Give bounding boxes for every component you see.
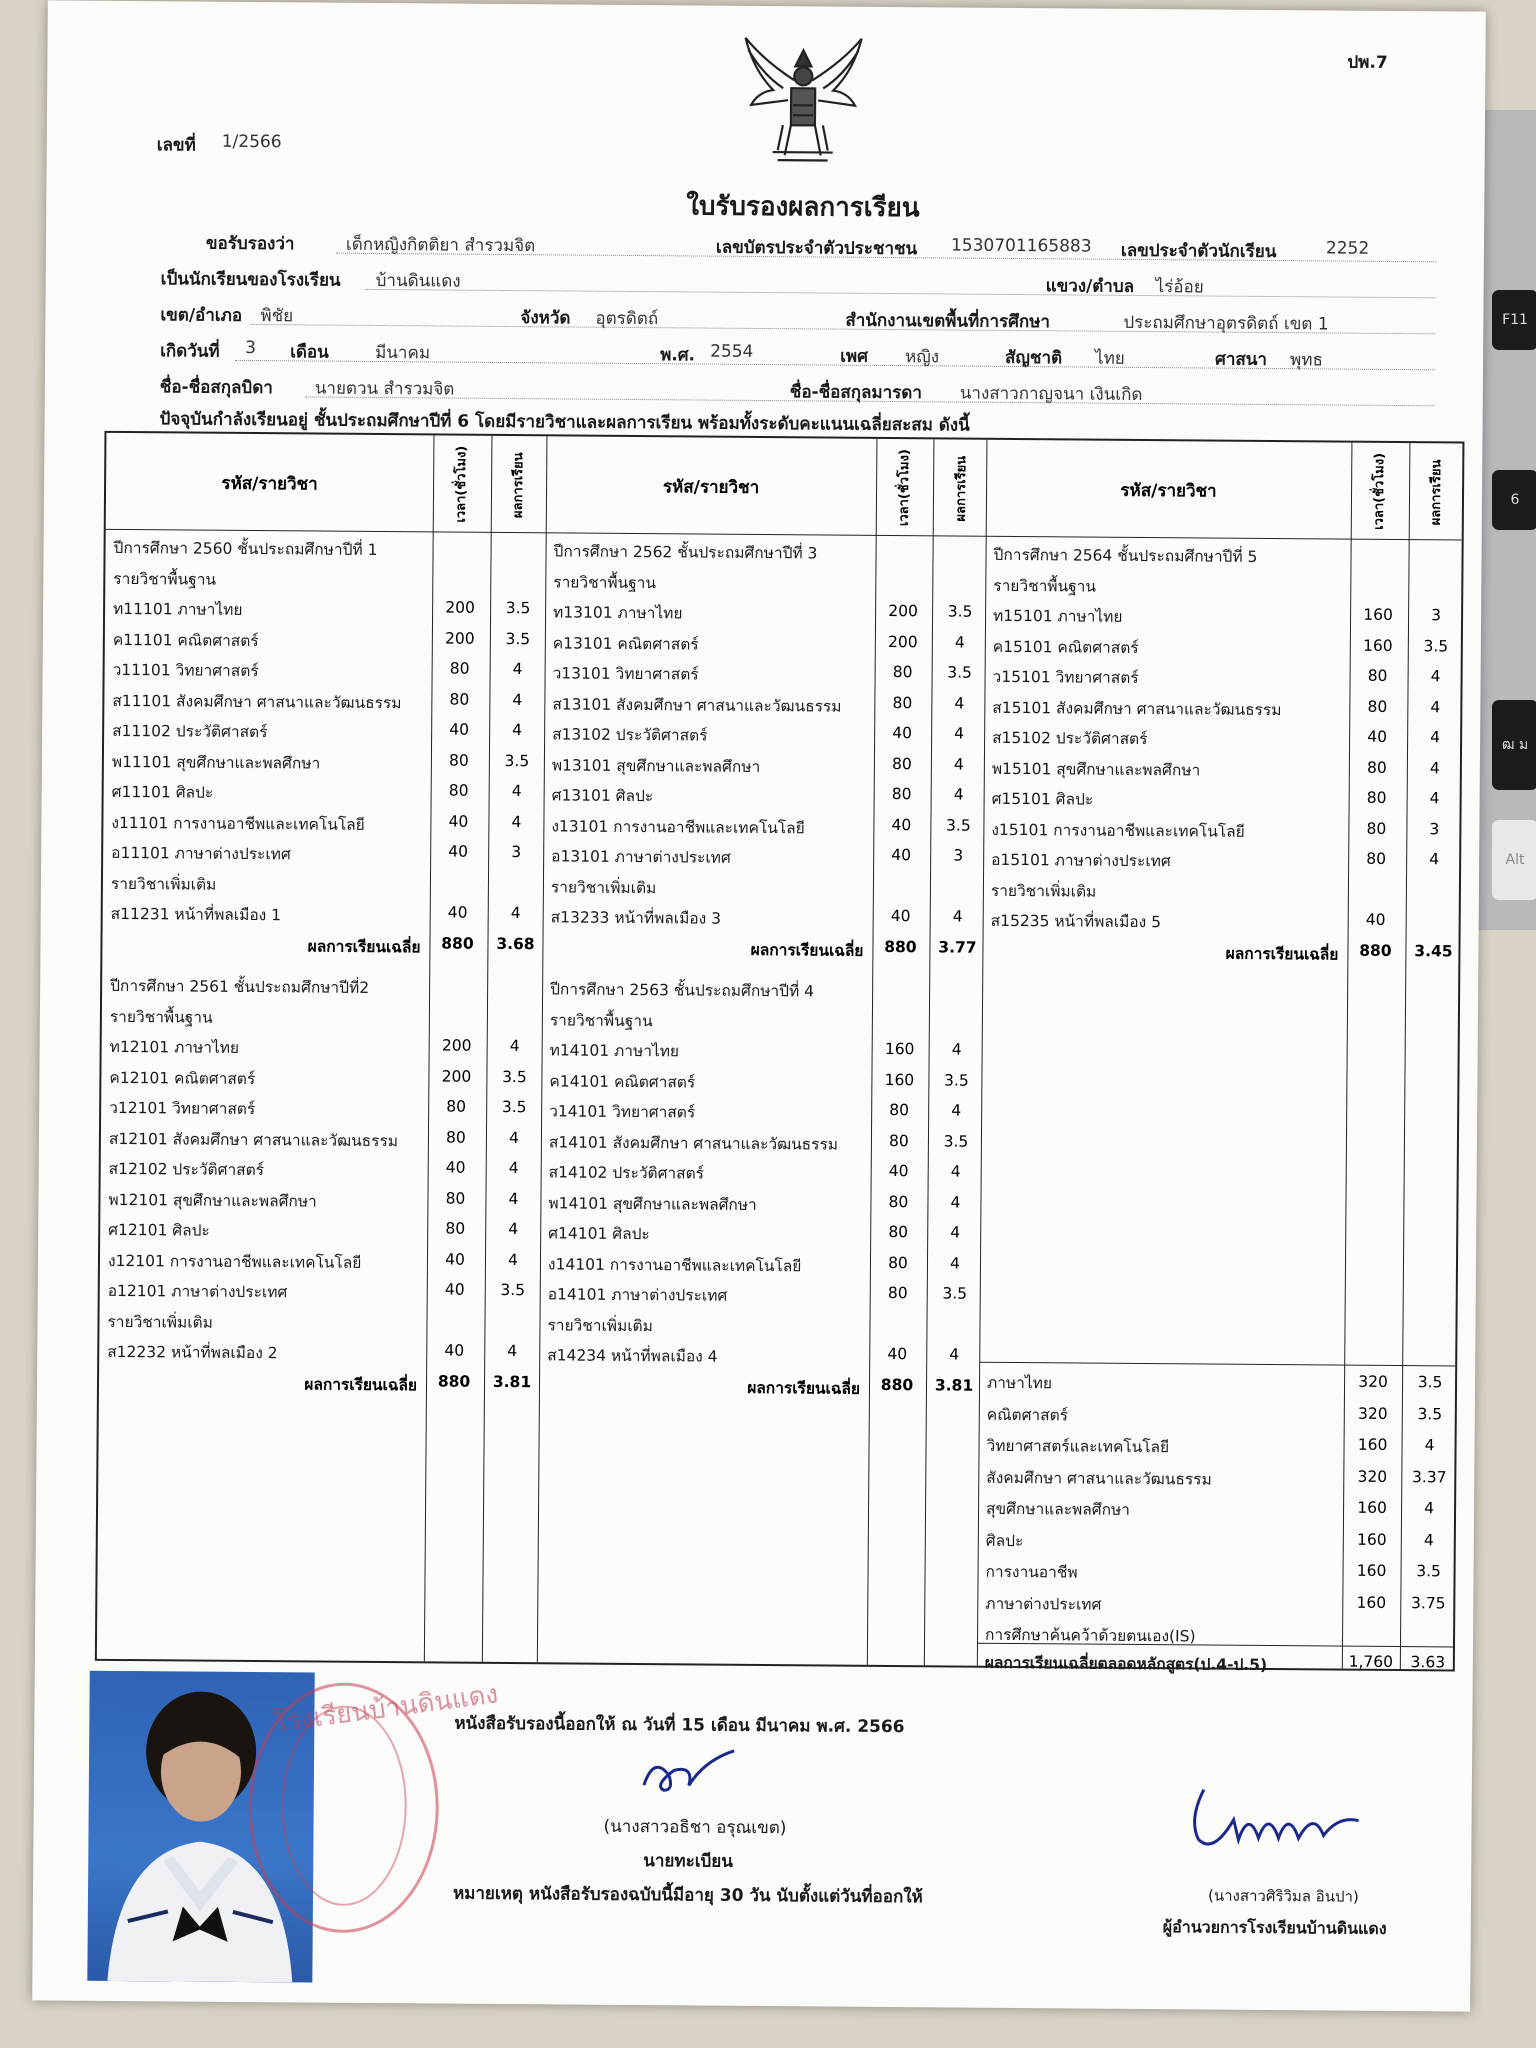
header-subject: รหัส/รายวิชา: [221, 473, 318, 495]
subject-grade: 3.5: [502, 1067, 527, 1086]
average-label: ผลการเรียนเฉลี่ย: [304, 1374, 418, 1394]
extra-subjects-label: รายวิชาเพิ่มเติม: [550, 877, 657, 897]
subject-name: ส15102 ประวัติศาสตร์: [992, 728, 1148, 749]
subject-hours: 80: [446, 1128, 466, 1147]
subject-name: อ14101 ภาษาต่างประเทศ: [547, 1285, 728, 1305]
summary-subject: วิทยาศาสตร์และเทคโนโลยี: [986, 1436, 1170, 1457]
subject-grade: 3: [1431, 606, 1442, 625]
nationality-label: สัญชาติ: [1005, 347, 1063, 369]
key-alt: [1492, 820, 1536, 900]
average-grade: 3.77: [938, 937, 977, 957]
overall-label: ผลการเรียนเฉลี่ยตลอดหลักสูตร(ป.4-ป.5): [984, 1653, 1268, 1675]
subject-name: ส12232 หน้าที่พลเมือง 2: [107, 1342, 278, 1363]
summary-grade: 4: [1424, 1499, 1435, 1518]
subject-name: ศ15101 ศิลปะ: [991, 789, 1094, 809]
average-grade: 3.45: [1414, 941, 1453, 960]
subject-hours: 80: [891, 785, 912, 804]
born-label: เกิดวันที่: [160, 341, 220, 362]
subject-name: ว15101 วิทยาศาสตร์: [992, 667, 1139, 687]
summary-hours: 160: [1356, 1593, 1387, 1612]
subject-grade: 4: [954, 724, 965, 743]
subject-grade: 3.5: [946, 815, 971, 835]
key-label: ฒ: [1501, 737, 1515, 753]
subject-hours: 40: [887, 1345, 908, 1364]
form-code: ปพ.7: [1347, 52, 1388, 73]
subject-name: ค15101 คณิตศาสตร์: [992, 637, 1139, 657]
summary-hours: 160: [1356, 1530, 1387, 1549]
subject-name: อ11101 ภาษาต่างประเทศ: [111, 843, 291, 864]
summary-grade: 4: [1423, 1530, 1434, 1549]
subject-hours: 80: [891, 754, 912, 773]
subject-hours: 40: [445, 1250, 465, 1269]
subject-grade: 4: [949, 1254, 960, 1273]
subject-hours: 80: [892, 663, 913, 682]
subject-grade: 3: [1429, 819, 1440, 838]
subject-hours: 200: [445, 629, 475, 648]
extra-subjects-label: รายวิชาเพิ่มเติม: [547, 1315, 653, 1335]
subject-grade: 4: [512, 721, 523, 740]
subject-grade: 4: [950, 1193, 961, 1212]
header-subject: รหัส/รายวิชา: [1120, 480, 1217, 502]
subject-name: ส15101 สังคมศึกษา ศาสนาและวัฒนธรรม: [992, 698, 1282, 719]
basic-subjects-label: รายวิชาพื้นฐาน: [113, 569, 217, 589]
office: ประถมศึกษาอุตรดิตถ์ เขต 1: [1123, 312, 1329, 335]
subdistrict: ไร่อ้อย: [1155, 277, 1204, 298]
subject-grade: 4: [1429, 789, 1440, 808]
subject-grade: 3.5: [942, 1284, 968, 1303]
subject-name: ค12101 คณิตศาสตร์: [109, 1068, 256, 1088]
subject-name: ว13101 วิทยาศาสตร์: [552, 664, 699, 684]
extra-subjects-label: รายวิชาเพิ่มเติม: [107, 1312, 213, 1332]
subject-hours: 80: [1366, 819, 1387, 838]
subject-hours: 200: [441, 1067, 472, 1086]
subject-hours: 80: [888, 1192, 909, 1211]
average-hours: 880: [437, 1371, 471, 1391]
nationality: ไทย: [1095, 348, 1125, 369]
subject-name: ว12101 วิทยาศาสตร์: [109, 1098, 256, 1119]
average-label: ผลการเรียนเฉลี่ย: [1225, 944, 1339, 964]
header-grade: ผลการเรียน: [1428, 459, 1445, 526]
subject-hours: 80: [448, 751, 469, 770]
average-label: ผลการเรียนเฉลี่ย: [307, 936, 421, 956]
page-title: ใบรับรองผลการเรียน: [686, 191, 920, 224]
subject-name: ส14234 หน้าที่พลเมือง 4: [547, 1346, 718, 1366]
year-title: ปีการศึกษา 2564 ชั้นประถมศึกษาปีที่ 5: [993, 545, 1258, 566]
subject-grade: 3.5: [505, 598, 531, 618]
subject-grade: 4: [508, 1128, 519, 1147]
subject-name: ศ12101 ศิลปะ: [108, 1220, 210, 1240]
sex-label: เพศ: [840, 346, 868, 367]
born-month: มีนาคม: [375, 342, 431, 364]
subject-hours: 80: [1366, 758, 1387, 777]
subject-name: ท15101 ภาษาไทย: [993, 606, 1123, 626]
average-grade: 3.81: [934, 1375, 974, 1395]
subject-grade: 3.5: [505, 629, 531, 648]
subject-hours: 200: [888, 602, 918, 621]
subject-hours: 40: [891, 846, 912, 865]
average-grade: 3.68: [496, 934, 535, 953]
summary-grade: 3.37: [1411, 1467, 1447, 1486]
subject-name: ศ14101 ศิลปะ: [548, 1224, 650, 1244]
summary-subject: การงานอาชีพ: [985, 1562, 1078, 1582]
subject-name: ท14101 ภาษาไทย: [549, 1041, 680, 1061]
subject-hours: 80: [449, 659, 470, 678]
subject-name: ง13101 การงานอาชีพและเทคโนโลยี: [551, 816, 805, 837]
subject-name: ง12101 การงานอาชีพและเทคโนโลยี: [107, 1251, 362, 1272]
summary-grade: 3.5: [1417, 1404, 1443, 1423]
subject-name: ค14101 คณิตศาสตร์: [549, 1071, 696, 1092]
director-signature-icon: [1183, 1779, 1374, 1860]
director-title: ผู้อำนวยการโรงเรียนบ้านดินแดง: [1162, 1917, 1387, 1938]
overall-hours: 1,760: [1348, 1652, 1394, 1671]
header-hours: เวลา(ชั่วโมง): [453, 446, 470, 524]
subject-hours: 40: [447, 903, 468, 922]
subject-grade: 4: [954, 694, 965, 713]
subject-hours: 40: [888, 1162, 909, 1181]
summary-grade: 3.5: [1417, 1373, 1443, 1392]
doc-no: 1/2566: [221, 131, 282, 153]
school-stamp: [248, 1679, 500, 1933]
subject-grade: 4: [507, 1342, 518, 1361]
year-title: ปีการศึกษา 2562 ชั้นประถมศึกษาปีที่ 3: [553, 542, 818, 563]
province-label: จังหวัด: [520, 308, 571, 329]
subject-name: ท11101 ภาษาไทย: [113, 599, 243, 619]
month-label: เดือน: [290, 342, 329, 363]
registrar-title: นายทะเบียน: [643, 1851, 734, 1872]
subject-name: ส15235 หน้าที่พลเมือง 5: [990, 911, 1162, 932]
born-day: 3: [245, 337, 257, 359]
summary-hours: 320: [1357, 1404, 1388, 1423]
subject-hours: 80: [449, 690, 470, 709]
key-f11: [1492, 290, 1536, 350]
subject-hours: 40: [890, 907, 911, 926]
subject-hours: 80: [446, 1097, 467, 1116]
subject-hours: 40: [445, 1158, 466, 1177]
key-label: ม: [1518, 737, 1529, 753]
subject-name: ส12101 สังคมศึกษา ศาสนาและวัฒนธรรม: [108, 1129, 399, 1150]
district: พิชัย: [260, 306, 294, 327]
subject-name: ส14102 ประวัติศาสตร์: [548, 1163, 705, 1183]
summary-subject: ภาษาไทย: [986, 1373, 1053, 1393]
subject-hours: 80: [445, 1219, 466, 1238]
header-grade: ผลการเรียน: [953, 455, 970, 522]
student-no: 2252: [1325, 238, 1370, 259]
subject-hours: 40: [448, 812, 469, 831]
subject-hours: 40: [444, 1280, 465, 1299]
key-label: 6: [1510, 492, 1520, 508]
subject-grade: 3.5: [944, 1070, 969, 1090]
subject-hours: 200: [441, 1036, 472, 1055]
subject-hours: 80: [892, 693, 913, 712]
average-label: ผลการเรียนเฉลี่ย: [747, 1378, 861, 1398]
subject-grade: 4: [1429, 758, 1440, 777]
subject-hours: 80: [887, 1284, 908, 1303]
subject-name: ค11101 คณิตศาสตร์: [112, 630, 259, 650]
subject-grade: 4: [950, 1223, 961, 1242]
subject-hours: 40: [892, 724, 913, 743]
header-hours: เวลา(ชั่วโมง): [896, 449, 913, 527]
header-subject: รหัส/รายวิชา: [662, 477, 760, 498]
summary-divider: [979, 1362, 1455, 1367]
subject-grade: 4: [1429, 850, 1440, 869]
current-text: ปัจจุบันกำลังเรียนอยู่ ชั้นประถมศึกษาปีที่ 6 โดยมีรายวิชาและผลการเรียน พร้อมทั้งระดับคะแนนเฉลี่ยสะสม ดังนี้: [159, 409, 970, 436]
year-label: พ.ศ.: [660, 345, 696, 366]
summary-subject: ศิลปะ: [985, 1531, 1024, 1550]
sex: หญิง: [905, 347, 940, 368]
religion: พุทธ: [1290, 350, 1323, 371]
subject-grade: 4: [954, 633, 965, 652]
subject-grade: 4: [952, 907, 963, 926]
subject-grade: 4: [508, 1189, 519, 1208]
subject-grade: 4: [951, 1040, 962, 1059]
id-no: 1530701165883: [950, 235, 1092, 257]
subject-hours: 160: [1363, 605, 1393, 624]
school-label: เป็นนักเรียนของโรงเรียน: [160, 269, 341, 291]
subject-grade: 4: [950, 1162, 961, 1181]
subject-hours: 80: [889, 1101, 910, 1120]
subject-name: ง15101 การงานอาชีพและเทคโนโลยี: [991, 820, 1245, 841]
garuda-emblem-icon: [733, 30, 874, 171]
summary-subject: สังคมศึกษา ศาสนาและวัฒนธรรม: [986, 1468, 1212, 1489]
summary-subject: สุขศึกษาและพลศึกษา: [985, 1499, 1130, 1519]
father-label: ชื่อ-ชื่อสกุลบิดา: [159, 377, 273, 399]
summary-hours: 160: [1357, 1435, 1388, 1454]
subject-name: ส13102 ประวัติศาสตร์: [552, 725, 708, 745]
average-label: ผลการเรียนเฉลี่ย: [750, 940, 864, 960]
director-name: (นางสาวศิริวิมล อินปา): [1207, 1886, 1359, 1906]
year-title: ปีการศึกษา 2560 ชั้นประถมศึกษาปีที่ 1: [113, 538, 378, 559]
summary-hours: 160: [1356, 1561, 1387, 1580]
subject-name: ว14101 วิทยาศาสตร์: [549, 1102, 696, 1122]
subject-name: ส14101 สังคมศึกษา ศาสนาและวัฒนธรรม: [548, 1132, 839, 1154]
subject-name: ท12101 ภาษาไทย: [109, 1037, 240, 1057]
summary-grade: 3.5: [1416, 1562, 1441, 1581]
subject-grade: 4: [508, 1159, 519, 1178]
subject-hours: 80: [1367, 697, 1388, 716]
subject-hours: 160: [1362, 636, 1393, 655]
key-thai: [1492, 700, 1536, 790]
subject-name: ท13101 ภาษาไทย: [553, 603, 683, 623]
subject-grade: 3.5: [500, 1280, 526, 1300]
summary-subject: ภาษาต่างประเทศ: [985, 1594, 1102, 1614]
subject-grade: 4: [512, 660, 523, 679]
subject-hours: 40: [444, 1341, 465, 1360]
basic-subjects-label: รายวิชาพื้นฐาน: [549, 1010, 653, 1030]
subject-hours: 80: [888, 1253, 908, 1272]
subject-grade: 3.5: [947, 602, 973, 621]
born-year: 2554: [710, 341, 754, 362]
subject-name: พ12101 สุขศึกษาและพลศึกษา: [108, 1190, 317, 1211]
subject-hours: 200: [887, 632, 918, 651]
basic-subjects-label: รายวิชาพื้นฐาน: [109, 1007, 213, 1027]
issue-text: หนังสือรับรองนี้ออกให้ ณ วันที่ 15 เดือน มีนาคม พ.ศ. 2566: [454, 1713, 905, 1738]
average-hours: 880: [1359, 941, 1392, 960]
certify-label: ขอรับรองว่า: [205, 233, 295, 255]
subject-name: ว11101 วิทยาศาสตร์: [112, 660, 259, 681]
summary-subject: การศึกษาค้นคว้าด้วยตนเอง(IS): [984, 1625, 1196, 1646]
subject-grade: 4: [1430, 667, 1441, 686]
subject-name: ส12102 ประวัติศาสตร์: [108, 1159, 265, 1180]
subject-hours: 80: [889, 1131, 909, 1150]
registrar-name: (นางสาวอธิชา อรุณเขต): [603, 1816, 787, 1839]
subject-grade: 4: [507, 1250, 519, 1269]
subject-grade: 3: [511, 843, 522, 862]
header-grade: ผลการเรียน: [510, 452, 527, 518]
subject-name: ศ13101 ศิลปะ: [551, 786, 654, 806]
dotline: [366, 289, 1436, 298]
office-label: สำนักงานเขตพื้นที่การศึกษา: [845, 310, 1051, 333]
subject-grade: 4: [511, 812, 522, 831]
subject-name: พ13101 สุขศึกษาและพลศึกษา: [551, 755, 761, 776]
subject-name: พ11101 สุขศึกษาและพลศึกษา: [111, 752, 321, 773]
subject-name: ส11101 สังคมศึกษา ศาสนาและวัฒนธรรม: [112, 691, 402, 712]
subject-hours: 80: [445, 1189, 466, 1208]
year-title: ปีการศึกษา 2563 ชั้นประถมศึกษาปีที่ 4: [550, 980, 815, 1001]
year-title: ปีการศึกษา 2561 ชั้นประถมศึกษาปีที่2: [110, 976, 370, 997]
subject-hours: 40: [1365, 910, 1386, 929]
province: อุตรดิตถ์: [595, 308, 659, 330]
subject-hours: 80: [888, 1223, 909, 1242]
subject-hours: 160: [884, 1070, 915, 1089]
subject-name: ง11101 การงานอาชีพและเทคโนโลยี: [111, 813, 365, 834]
subject-name: ส13233 หน้าที่พลเมือง 3: [550, 908, 722, 928]
subject-hours: 40: [449, 720, 470, 739]
student-name: เด็กหญิงกิตติยา สำรวมจิต: [345, 234, 536, 257]
subject-hours: 40: [891, 815, 912, 834]
subject-name: ส11231 หน้าที่พลเมือง 1: [110, 904, 282, 925]
school-name: บ้านดินแดง: [375, 270, 461, 292]
subject-hours: 80: [1367, 666, 1388, 685]
overall-grade: 3.63: [1410, 1653, 1446, 1672]
subject-grade: 4: [953, 785, 964, 804]
summary-subject: คณิตศาสตร์: [986, 1405, 1069, 1424]
subject-grade: 3.5: [501, 1097, 527, 1117]
key-6: [1492, 470, 1536, 530]
subject-grade: 4: [953, 755, 964, 774]
subject-grade: 4: [949, 1345, 960, 1364]
subject-name: ค13101 คณิตศาสตร์: [552, 633, 699, 654]
subject-grade: 3.5: [943, 1131, 969, 1151]
subject-name: ส11102 ประวัติศาสตร์: [112, 721, 268, 742]
religion-label: ศาสนา: [1215, 349, 1268, 370]
subject-name: อ13101 ภาษาต่างประเทศ: [551, 847, 731, 867]
subdistrict-label: แขวง/ตำบล: [1045, 276, 1135, 297]
subject-name: ส13101 สังคมศึกษา ศาสนาและวัฒนธรรม: [552, 694, 842, 716]
subject-grade: 4: [1430, 697, 1441, 716]
subject-name: อ12101 ภาษาต่างประเทศ: [107, 1281, 288, 1302]
doc-no-label: เลขที่: [156, 135, 196, 156]
subject-grade: 3.5: [504, 751, 530, 770]
subject-name: พ14101 สุขศึกษาและพลศึกษา: [548, 1193, 757, 1214]
subject-hours: 200: [445, 598, 475, 617]
subject-hours: 80: [448, 781, 469, 800]
subject-grade: 4: [508, 1220, 519, 1239]
stamp-text: โรงเรียนบ้านดินแดง: [271, 1679, 500, 1739]
subject-name: ศ11101 ศิลปะ: [111, 782, 214, 802]
key-label: Alt: [1505, 852, 1525, 868]
average-hours: 880: [884, 937, 917, 956]
registrar-signature-icon: [634, 1745, 744, 1806]
subject-grade: 3.5: [947, 663, 973, 682]
summary-grade: 4: [1424, 1436, 1435, 1455]
mother-label: ชื่อ-ชื่อสกุลมารดา: [789, 382, 923, 404]
extra-subjects-label: รายวิชาเพิ่มเติม: [110, 874, 217, 894]
header-hours: เวลา(ชั่วโมง): [1371, 453, 1388, 531]
father: นายตวน สำรวมจิต: [314, 378, 455, 400]
subject-name: ง14101 การงานอาชีพและเทคโนโลยี: [547, 1254, 802, 1275]
key-label: F11: [1502, 312, 1528, 328]
note-text: หมายเหตุ หนังสือรับรองฉบับนี้มีอายุ 30 วัน นับตั้งแต่วันที่ออกให้: [452, 1883, 923, 1908]
summary-hours: 320: [1357, 1467, 1388, 1486]
grade-table: [95, 431, 1465, 1675]
subject-name: พ15101 สุขศึกษาและพลศึกษา: [991, 759, 1201, 779]
subject-grade: 4: [511, 782, 522, 801]
summary-hours: 160: [1357, 1498, 1387, 1517]
district-label: เขต/อำเภอ: [160, 305, 243, 326]
subject-grade: 4: [512, 690, 523, 709]
subject-grade: 4: [509, 1037, 520, 1056]
id-label: เลขบัตรประจำตัวประชาชน: [715, 237, 918, 260]
subject-hours: 80: [1366, 788, 1387, 807]
subject-grade: 3: [953, 846, 964, 865]
average-grade: 3.81: [492, 1372, 532, 1391]
subject-grade: 4: [1430, 728, 1441, 747]
certificate-paper: [32, 0, 1486, 2011]
subject-name: อ15101 ภาษาต่างประเทศ: [991, 850, 1171, 871]
subject-hours: 160: [884, 1039, 915, 1059]
student-no-label: เลขประจำตัวนักเรียน: [1120, 240, 1277, 263]
subject-hours: 80: [1366, 849, 1387, 868]
subject-grade: 3.5: [1423, 636, 1449, 655]
subject-hours: 40: [448, 842, 469, 861]
subject-hours: 40: [1367, 727, 1388, 746]
average-hours: 880: [441, 934, 474, 953]
basic-subjects-label: รายวิชาพื้นฐาน: [553, 572, 657, 592]
basic-subjects-label: รายวิชาพื้นฐาน: [993, 576, 1097, 596]
average-hours: 880: [880, 1375, 914, 1394]
summary-grade: 3.75: [1410, 1593, 1446, 1612]
summary-hours: 320: [1358, 1372, 1388, 1391]
subject-grade: 4: [951, 1101, 962, 1120]
mother: นางสาวกาญจนา เงินเกิด: [959, 383, 1143, 405]
extra-subjects-label: รายวิชาเพิ่มเติม: [990, 881, 1097, 901]
subject-grade: 4: [510, 904, 521, 923]
